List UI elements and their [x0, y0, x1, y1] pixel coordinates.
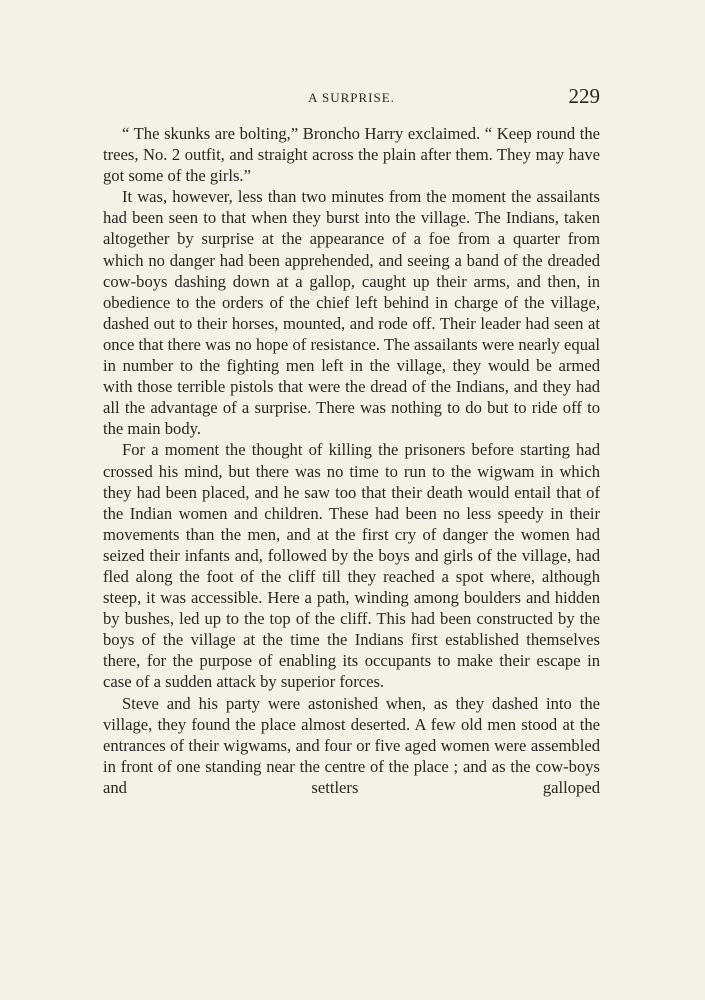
paragraph-4: Steve and his party were astonished when, as they dashed into the village, they found the place almost deserted. A few old men stood at the entrances of their wigwams, and four or five aged women were assembled in front of one standing near the centre of the place ; and as the cow-boys and settlers galloped — [103, 693, 600, 797]
body-text — [103, 123, 600, 798]
page-number: 229 — [568, 84, 600, 108]
page-header — [103, 84, 600, 112]
paragraph-1: “ The skunks are bolting,” Broncho Harry exclaimed. “ Keep round the trees, No. 2 outfit, and straight across the plain after them. They may have got some of the girls.” — [103, 124, 600, 186]
running-title: A SURPRISE. — [308, 90, 395, 105]
paragraph-2: It was, however, less than two minutes from the moment the assailants had been seen to that when they burst into the village. The Indians, taken altogether by surprise at the appearance of a foe from a quarter from which no danger had been apprehended, and seeing a band of the dreaded cow-boys dashing down at a gallop, caught up their arms, and then, in obedience to the orders of the chief left behind in charge of the village, dashed out to their horses, mounted, and rode off. Their leader had seen at once that there was no hope of resistance. The assailants were nearly equal in number to the fighting men left in the village, they would be armed with those terrible pistols that were the dread of the Indians, and they had all the advantage of a surprise. There was nothing to do but to ride off to the main body. — [103, 187, 600, 439]
paragraph-3: For a moment the thought of killing the prisoners before starting had crossed his mind, but there was no time to run to the wigwam in which they had been placed, and he saw too that their death would entail that of the Indian women and children. These had been no less speedy in their movements than the men, and at the first cry of danger the women had seized their infants and, followed by the boys and girls of the village, had fled along the foot of the cliff till they reached a spot where, although steep, it was accessible. Here a path, winding among boulders and hidden by bushes, led up to the top of the cliff. This had been constructed by the boys of the village at the time the Indians first established themselves there, for the purpose of enabling its occupants to make their escape in case of a sudden attack by superior forces. — [103, 440, 600, 692]
